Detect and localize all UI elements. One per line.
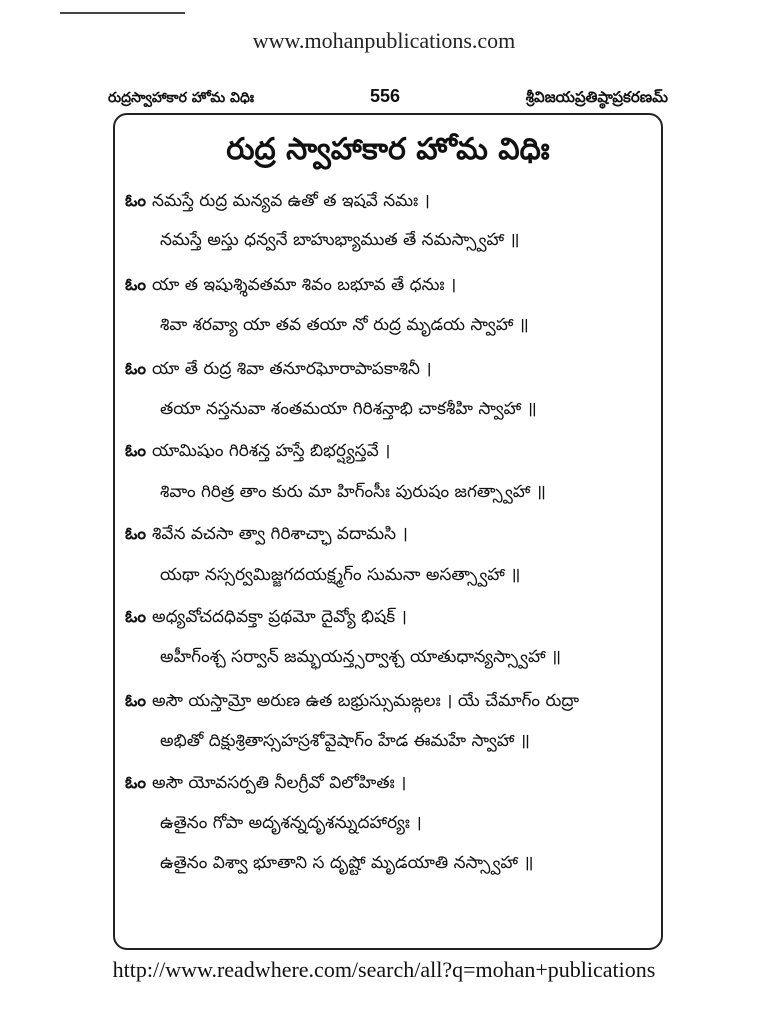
running-header-right: శ్రీవిజయప్రతిష్ఠాప్రకరణమ్ bbox=[525, 88, 668, 106]
verse-3-line-2 bbox=[160, 399, 537, 423]
footer-url: http://www.readwhere.com/search/all?q=mohan+publications bbox=[112, 957, 656, 982]
verse-text: శివేన వచసా త్వా గిరిశాచ్ఛా వదామసి । bbox=[152, 524, 408, 544]
verse-4-line-2 bbox=[160, 482, 546, 506]
verse-6-line-2 bbox=[160, 647, 561, 671]
page-number: 556 bbox=[370, 86, 401, 106]
running-header bbox=[108, 86, 668, 114]
verse-text: యామిషుం గిరిశన్త హస్తే బిభర్ష్యస్తవే । bbox=[152, 441, 391, 461]
verse-text: నమస్తే రుద్ర మన్యవ ఉతో త ఇషవే నమః । bbox=[152, 191, 430, 211]
verse-5-line-2 bbox=[160, 565, 520, 589]
verse-text: అహీగ్ంశ్చ సర్వాన్ జమ్భయన్త్సర్వాశ్చ యాతుధాన్యస్స్వాహా ॥ bbox=[160, 647, 562, 667]
om-symbol: ఓం bbox=[125, 773, 147, 793]
verse-text: యా తే రుద్ర శివా తనూరఘోరాపాపకాశినీ । bbox=[152, 359, 432, 379]
verse-4-line-1 bbox=[125, 441, 391, 465]
verse-text: అసౌ యోవసర్పతి నీలగ్రీవో విలోహితః । bbox=[152, 773, 407, 793]
verse-1-line-1 bbox=[125, 191, 430, 215]
om-symbol: ఓం bbox=[125, 524, 147, 544]
verse-text: అధ్యవోచదధివక్తా ప్రథమో దైవ్యో భిషక్ । bbox=[152, 607, 407, 627]
verse-text: శివాం గిరిత్ర తాం కురు మా హిగ్ంసీః పురుషం జగత్స్వాహా ॥ bbox=[160, 482, 546, 502]
verse-8-line-3 bbox=[160, 853, 534, 877]
verse-7-line-2 bbox=[160, 731, 530, 755]
verse-text: అసౌ యస్తామ్రో అరుణ ఉత బభ్రుస్సుమఙ్గలః । యే చేమాగ్ం రుద్రా bbox=[152, 691, 580, 711]
om-symbol: ఓం bbox=[125, 441, 147, 461]
top-rule bbox=[60, 12, 185, 14]
om-symbol: ఓం bbox=[125, 275, 147, 295]
verse-text: తయా నస్తనువా శంతమయా గిరిశన్తాభి చాకశీహి స్వాహా ॥ bbox=[160, 399, 537, 419]
verse-text: యథా నస్సర్వమిజ్జగదయక్ష్మగ్ం సుమనా అసత్స్వాహా ॥ bbox=[160, 565, 521, 585]
verse-text: యా త ఇషుశ్శివతమా శివం బభూవ తే ధనుః । bbox=[152, 275, 457, 295]
verse-2-line-2 bbox=[160, 315, 529, 339]
verse-8-line-2 bbox=[160, 813, 422, 837]
om-symbol: ఓం bbox=[125, 607, 147, 627]
om-symbol: ఓం bbox=[125, 359, 147, 379]
verse-text: నమస్తే అస్తు ధన్వనే బాహుభ్యాముత తే నమస్స్వాహా ॥ bbox=[160, 230, 520, 250]
verse-text: అభితో దిక్షుశ్రితాస్సహస్రశోవైషాగ్ం హేడ ఈమహే స్వాహా ॥ bbox=[160, 731, 530, 751]
verse-6-line-1 bbox=[125, 607, 407, 631]
page-title: రుద్ర స్వాహాకార హోమ విధిః bbox=[226, 132, 550, 167]
verse-2-line-1 bbox=[125, 275, 456, 299]
verse-3-line-1 bbox=[125, 359, 432, 383]
verse-5-line-1 bbox=[125, 524, 408, 548]
site-url: www.mohanpublications.com bbox=[252, 28, 516, 53]
running-header-left: రుద్రస్వాహాకార హోమ విధిః bbox=[108, 90, 255, 106]
om-symbol: ఓం bbox=[125, 191, 147, 211]
verse-8-line-1 bbox=[125, 773, 406, 797]
verse-text: ఉతైనం విశ్వా భూతాని స దృష్టో మృడయాతి నస్స్వాహా ॥ bbox=[160, 853, 534, 873]
verse-7-line-1 bbox=[125, 691, 579, 715]
verse-text: ఉతైనం గోపా అదృశన్నదృశన్నుదహార్యః । bbox=[160, 813, 422, 833]
om-symbol: ఓం bbox=[125, 691, 147, 711]
verse-text: శివా శరవ్యా యా తవ తయా నో రుద్ర మృడయ స్వాహా ॥ bbox=[160, 315, 529, 335]
verse-1-line-2 bbox=[160, 230, 520, 254]
